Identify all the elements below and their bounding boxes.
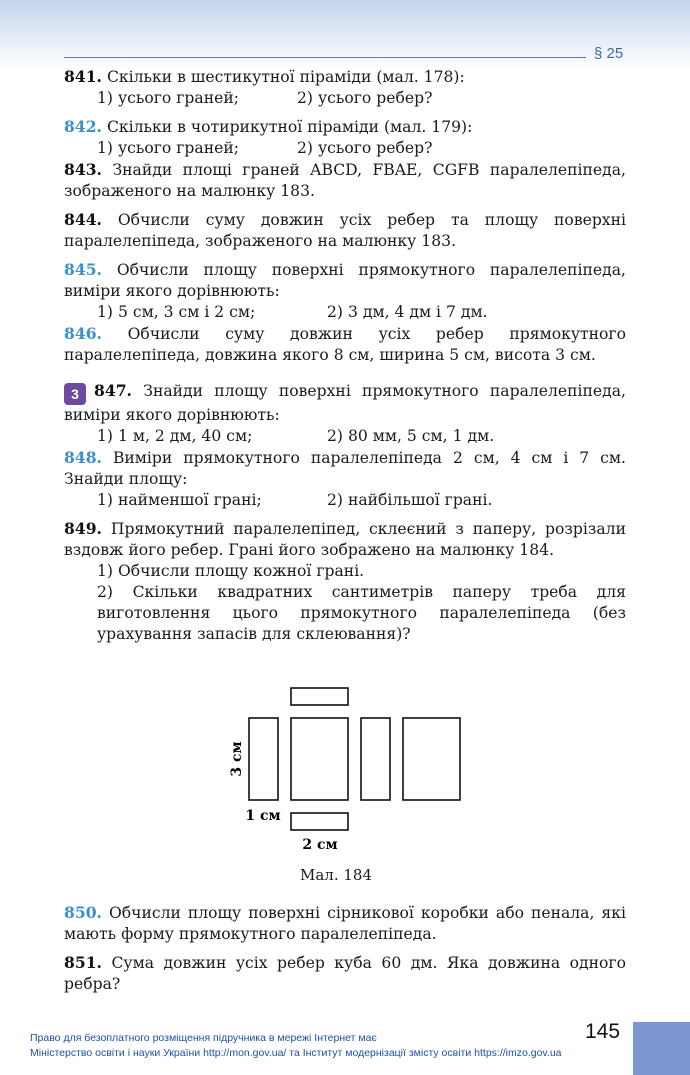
problem-text: Сума довжин усіх ребер куба 60 дм. Яка довжина одного ребра? xyxy=(64,954,626,993)
problem-text: Знайди площі граней ABCD, FBAE, CGFB паралелепіпеда, зображеного на малюнку 183. xyxy=(64,161,626,200)
problem-850 xyxy=(64,902,626,945)
question-2: 2) Скільки квадратних сантиметрів паперу треба для виготовлення цього прямокутного паралелепіпеда (без урахування запасів для склеювання)? xyxy=(97,583,626,643)
face-bottom xyxy=(291,813,348,830)
problems-list xyxy=(64,66,626,645)
problem-842 xyxy=(64,116,626,159)
problem-849 xyxy=(64,518,626,645)
option-a: 1) усього граней; xyxy=(97,139,239,157)
option-b: 2) усього ребер? xyxy=(297,89,433,107)
problem-number: 843. xyxy=(64,160,102,179)
problem-number: 845. xyxy=(64,260,102,279)
header-rule xyxy=(64,57,586,58)
problem-text: Прямокутний паралелепіпед, склеєний з паперу, розрізали вздовж його ребер. Грані його зображено на малюнку 184. xyxy=(64,520,626,559)
option-b: 2) 80 мм, 5 см, 1 дм. xyxy=(327,427,495,445)
option-a: 1) 1 м, 2 дм, 40 см; xyxy=(97,427,253,445)
face-back xyxy=(403,718,460,800)
option-a: 1) усього граней; xyxy=(97,89,239,107)
page-corner xyxy=(633,1022,690,1075)
problem-text: Обчисли суму довжин усіх ребер прямокутного паралелепіпеда, довжина якого 8 см, ширина 5 см, висота 3 см. xyxy=(64,325,626,364)
problem-text: Виміри прямокутного паралелепіпеда 2 см, 4 см і 7 см. Знайди площу: xyxy=(64,449,626,488)
problem-text: Скільки в шестикутної піраміди (мал. 178): xyxy=(106,68,465,86)
option-b: 2) усього ребер? xyxy=(297,139,433,157)
label-width-2: 2 см xyxy=(302,837,338,853)
figure-caption: Мал. 184 xyxy=(300,866,372,884)
problem-843 xyxy=(64,159,626,202)
problem-number: 849. xyxy=(64,519,102,538)
problem-848 xyxy=(64,447,626,511)
problem-number: 842. xyxy=(64,117,102,136)
section-number: § 25 xyxy=(594,45,624,62)
level-badge: 3 xyxy=(64,383,86,405)
problem-text: Знайди площу поверхні прямокутного паралелепіпеда, виміри якого дорівнюють: xyxy=(64,382,626,424)
option-a: 1) найменшої грані; xyxy=(97,491,262,509)
face-left xyxy=(249,718,278,800)
net-diagram xyxy=(225,685,475,890)
label-height: 3 см xyxy=(229,741,245,777)
page-number: 145 xyxy=(585,1020,621,1043)
label-width-1: 1 см xyxy=(245,808,281,824)
problem-845 xyxy=(64,259,626,323)
footer-rights: Право для безоплатного розміщення підручника в мережі Інтернет має xyxy=(30,1032,377,1044)
header-band xyxy=(0,0,690,70)
problem-text: Обчисли площу поверхні прямокутного паралелепіпеда, виміри якого дорівнюють: xyxy=(64,261,626,300)
problem-851 xyxy=(64,952,626,995)
option-b: 2) 3 дм, 4 дм і 7 дм. xyxy=(327,303,488,321)
problem-841 xyxy=(64,66,626,109)
problem-number: 850. xyxy=(64,903,102,922)
question-1: 1) Обчисли площу кожної грані. xyxy=(97,562,365,580)
problem-number: 851. xyxy=(64,953,102,972)
problem-number: 846. xyxy=(64,324,102,343)
problems-list-2 xyxy=(64,902,626,995)
problem-number: 847. xyxy=(94,381,132,400)
problem-text: Обчисли площу поверхні сірникової коробки або пенала, які мають форму прямокутного паралелепіпеда. xyxy=(64,904,626,943)
face-top xyxy=(291,688,348,705)
problem-number: 844. xyxy=(64,210,102,229)
problem-text: Скільки в чотирикутної піраміди (мал. 179): xyxy=(106,118,473,136)
option-a: 1) 5 см, 3 см і 2 см; xyxy=(97,303,256,321)
option-b: 2) найбільшої грані. xyxy=(327,491,493,509)
problem-number: 841. xyxy=(64,67,102,86)
problem-844 xyxy=(64,209,626,252)
face-front xyxy=(291,718,348,800)
problem-846 xyxy=(64,323,626,366)
figure-184 xyxy=(225,685,475,890)
problem-847 xyxy=(64,380,626,447)
problem-text: Обчисли суму довжин усіх ребер та площу поверхні паралелепіпеда, зображеного на малюнку 183. xyxy=(64,211,626,250)
problem-number: 848. xyxy=(64,448,102,467)
footer-links: Міністерство освіти і науки України http://mon.gov.ua/ та Інститут модернізації змісту освіти https://imzo.gov.ua xyxy=(30,1047,562,1059)
face-right xyxy=(361,718,390,800)
